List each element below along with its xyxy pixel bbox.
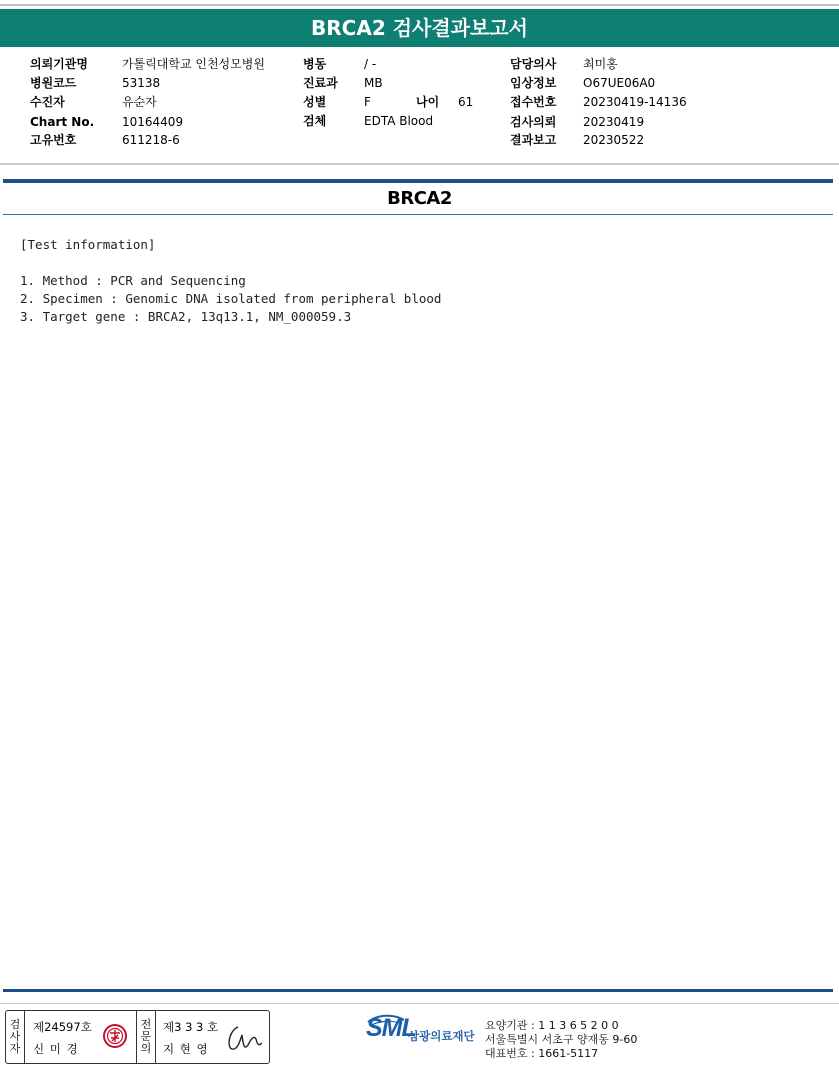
clinical-info-value: O67UE06A0 (583, 76, 656, 90)
department-value: MB (364, 76, 383, 90)
chart-no-label: Chart No. (30, 115, 95, 129)
stamp-icon (102, 1023, 128, 1049)
receipt-no-label: 접수번호 (510, 95, 557, 109)
report-title: BRCA2 검사결과보고서 (0, 9, 839, 47)
test-info-heading: [Test information] (20, 237, 156, 252)
header-divider (0, 163, 839, 165)
footer-rule (3, 989, 833, 992)
patient-label: 수진자 (30, 95, 65, 109)
request-date-label: 검사의뢰 (510, 115, 557, 129)
report-date-label: 결과보고 (510, 133, 557, 147)
hospital-label: 의뢰기관명 (30, 57, 88, 71)
footer-contact-line: 요양기관 : 1 1 3 6 5 2 0 0 (485, 1019, 619, 1032)
doctor-label: 담당의사 (510, 57, 557, 71)
receipt-no-value: 20230419-14136 (583, 95, 687, 109)
examiner-role-label: 검 사 자 (6, 1011, 25, 1063)
doctor-value: 최미홍 (583, 57, 618, 71)
request-date-value: 20230419 (583, 115, 645, 129)
top-rule (0, 4, 839, 6)
age-field (416, 93, 439, 112)
patient-value: 유순자 (122, 95, 157, 109)
section-rule-top (3, 179, 833, 183)
section-title: BRCA2 (387, 188, 452, 209)
specialist-name: 지 현 영 (163, 1042, 209, 1056)
examiner-license: 제24597호 (33, 1020, 92, 1034)
hospital-code-value: 53138 (122, 76, 161, 90)
logo-brand: SML (366, 1014, 416, 1042)
age-value: 61 (458, 95, 474, 109)
ward-label: 병동 (303, 57, 327, 71)
footer-contact-line: 대표번호 : 1661-5117 (485, 1047, 599, 1060)
chart-no-value: 10164409 (122, 115, 184, 129)
clinical-info-label: 임상정보 (510, 76, 557, 90)
unique-no-value: 611218-6 (122, 133, 180, 147)
hospital-code-label: 병원코드 (30, 76, 77, 90)
specimen-value: EDTA Blood (364, 114, 434, 128)
sex-label: 성별 (303, 95, 327, 109)
sex-value: F (364, 95, 371, 109)
test-info-line: 2. Specimen : Genomic DNA isolated from peripheral blood (20, 291, 442, 306)
footer-contact-line: 서울특별시 서초구 양재동 9-60 (485, 1033, 638, 1046)
hospital-value: 가톨릭대학교 인천성모병원 (122, 57, 265, 71)
specialist-license: 제3 3 3 호 (163, 1020, 219, 1034)
signature-box (5, 1010, 270, 1064)
logo-org-name: 삼광의료재단 (408, 1029, 475, 1043)
test-info-line: 1. Method : PCR and Sequencing (20, 273, 246, 288)
unique-no-label: 고유번호 (30, 133, 77, 147)
section-rule-bottom (3, 214, 833, 215)
specialist-role-label: 전 문 의 (136, 1011, 156, 1063)
signature-icon (224, 1021, 264, 1055)
ward-value: / - (364, 57, 377, 71)
footer-divider (0, 1003, 839, 1004)
report-date-value: 20230522 (583, 133, 645, 147)
age-label: 나이 (416, 95, 440, 109)
specimen-label: 검체 (303, 114, 327, 128)
department-label: 진료과 (303, 76, 338, 90)
test-info-line: 3. Target gene : BRCA2, 13q13.1, NM_000059.3 (20, 309, 352, 324)
examiner-name: 신 미 경 (33, 1042, 79, 1056)
